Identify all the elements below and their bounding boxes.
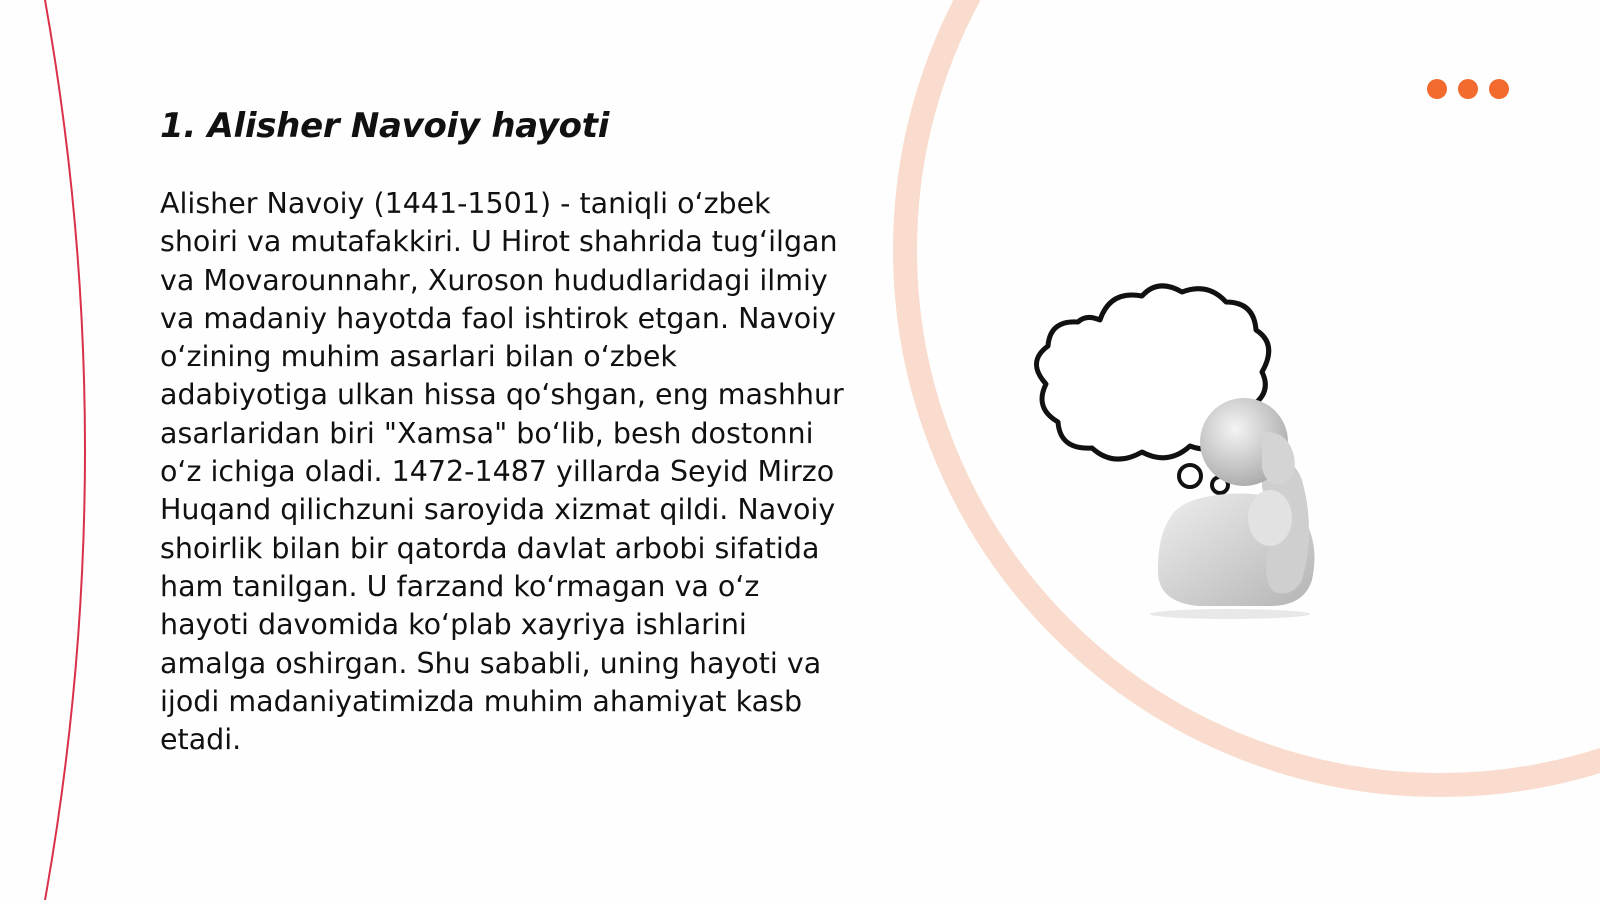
- dot-3: [1489, 79, 1509, 99]
- more-dots-icon: [1427, 79, 1509, 99]
- dot-2: [1458, 79, 1478, 99]
- thinking-person-icon: [1030, 280, 1350, 620]
- slide-title: 1. Alisher Navoiy hayoti: [160, 106, 610, 146]
- dot-1: [1427, 79, 1447, 99]
- left-edge-curve: [45, 0, 85, 900]
- slide-body-text: Alisher Navoiy (1441-1501) - taniqli o‘zbek shoiri va mutafakkiri. U Hirot shahrida tug‘ilgan va Movarounnahr, Xuroson hududlaridagi ilmiy va madaniy hayotda faol ishtirok etgan. Navoiy o‘zining muhim asarlari bilan o‘zbek adabiyotiga ulkan hissa qo‘shgan, eng mashhur asarlaridan biri "Xamsa" bo‘lib, besh dostonni o‘z ichiga oladi. 1472-1487 yillarda Seyid Mirzo Huqand qilichzuni saroyida xizmat qildi. Navoiy shoirlik bilan bir qatorda davlat arbobi sifatida ham tanilgan. U farzand ko‘rmagan va o‘z hayoti davomida ko‘plab xayriya ishlarini amalga oshirgan. Shu sababli, uning hayoti va ijodi madaniyatimizda muhim ahamiyat kasb etadi.: [160, 187, 844, 757]
